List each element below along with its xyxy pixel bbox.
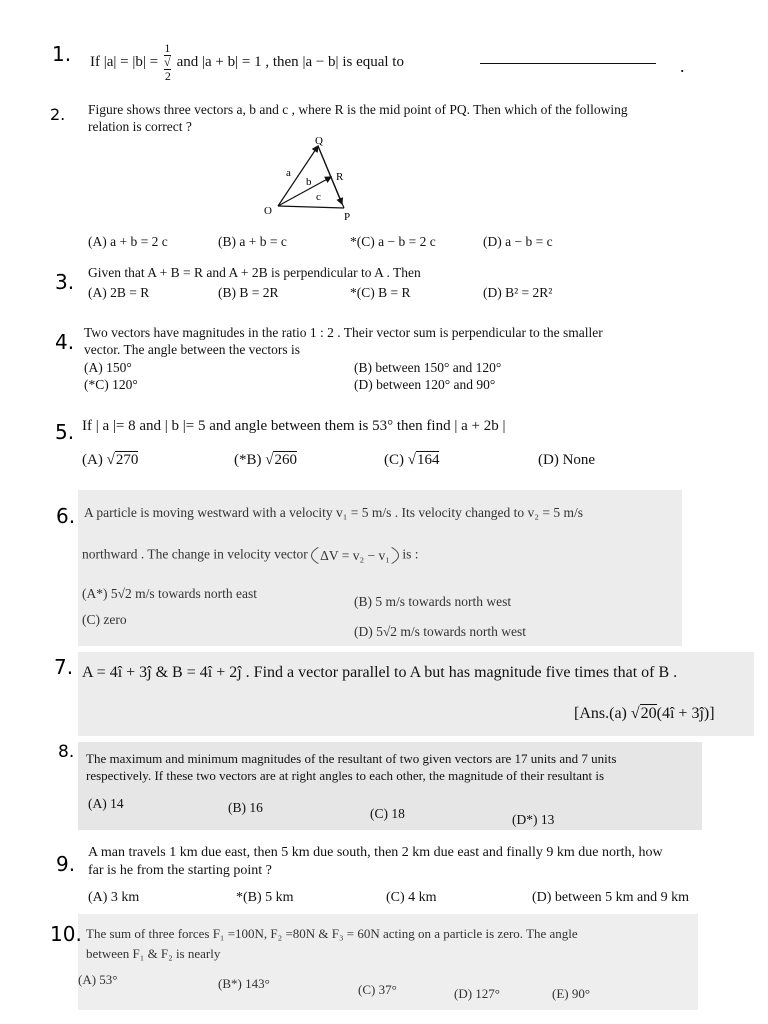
option: (B) 16 (228, 800, 263, 815)
option: (A) 14 (88, 796, 124, 811)
option: (A) a + b = 2 c (88, 234, 168, 249)
label-o: O (264, 205, 272, 217)
option: (C) 18 (370, 806, 405, 821)
question-3: Given that A + B = R and A + 2B is perpendicular to A . Then (88, 265, 421, 280)
option: (A) 53° (78, 972, 118, 987)
option: (B*) 143° (218, 976, 270, 991)
option: (A) 3 km (88, 890, 140, 905)
question-10: The sum of three forces F₁ =100N, F₂ =80N & F₃ = 60N acting on a particle is zero. The angle between F₁ & F₂ is nearly (86, 926, 578, 961)
option-b: (*B) √260 (234, 452, 297, 468)
question-number: 10. (50, 922, 82, 946)
question-number: 5. (55, 420, 75, 444)
option: (C) 37° (358, 982, 397, 997)
question-number: 7. (54, 655, 74, 679)
option: (A*) 5√2 m/s towards north east (82, 586, 258, 601)
delta-v-expression: ΔV = v₂ − v₁ (311, 540, 399, 571)
option: (D*) 13 (512, 812, 555, 827)
question-4: Two vectors have magnitudes in the ratio 1 : 2 . Their vector sum is perpendicular to the smaller vector. The angle between the vectors is (84, 325, 603, 357)
option: (C) zero (82, 612, 127, 627)
label-b: b (306, 176, 312, 188)
fraction: 1 √ 2 (164, 41, 171, 83)
option: (B) B = 2R (218, 285, 279, 300)
question-6-line1: A particle is moving westward with a velocity v₁ = 5 m/s . Its velocity changed to v₂ = 5 m/s (84, 505, 583, 520)
question-number: 4. (55, 330, 75, 354)
option-a: (A) √270 (82, 452, 139, 468)
option: (B) 5 m/s towards north west (354, 594, 512, 609)
option: (E) 90° (552, 986, 591, 1001)
option: *(B) 5 km (236, 890, 294, 905)
question-1: If |a| = |b| = 1 √ 2 and |a + b| = 1 , then |a − b| is equal to (90, 41, 404, 83)
question-2: Figure shows three vectors a, b and c , where R is the mid point of PQ. Then which of the following relation is correct ? (88, 102, 628, 134)
option: (D) between 5 km and 9 km (532, 890, 690, 905)
option: (D) 127° (454, 986, 500, 1001)
option-c: (C) √164 (384, 452, 440, 468)
vector-triangle-figure (258, 134, 368, 226)
label-a: a (286, 167, 291, 179)
label-c: c (316, 191, 321, 203)
option: (*C) 120° (84, 377, 138, 392)
option: (C) 4 km (386, 890, 437, 905)
option-d: (D) None (538, 452, 596, 468)
question-number: 3. (55, 270, 75, 294)
question-number: 8. (58, 742, 75, 762)
option: *(C) B = R (350, 285, 411, 300)
option: (B) a + b = c (218, 234, 287, 249)
option: *(C) a − b = 2 c (350, 234, 436, 249)
option: (D) a − b = c (483, 234, 553, 249)
option: (D) 5√2 m/s towards north west (354, 624, 527, 639)
vector-a-arrow (278, 146, 318, 206)
question-7: A = 4î + 3ĵ & B = 4î + 2ĵ . Find a vector parallel to A but has magnitude five times that of B . (82, 664, 678, 681)
question-number: 1. (52, 42, 72, 66)
option: (D) between 120° and 90° (354, 377, 496, 392)
question-8: The maximum and minimum magnitudes of the resultant of two given vectors are 17 units and 7 units respectively. If these two vectors are at right angles to each other, the magnitude of their resultant is (86, 751, 617, 783)
label-r: R (336, 171, 344, 183)
question-number: 9. (56, 852, 76, 876)
option: (D) B² = 2R² (483, 285, 553, 300)
option: (A) 2B = R (88, 285, 150, 300)
blank-dot: . (680, 56, 685, 76)
option: (A) 150° (84, 360, 132, 375)
vector-c-arrow (278, 177, 331, 206)
question-5: If | a |= 8 and | b |= 5 and angle between them is 53° then find | a + 2b | (82, 418, 506, 434)
side-op (278, 206, 344, 208)
label-p: P (344, 211, 351, 223)
question-6-line2: northward . The change in velocity vector ΔV = v₂ − v₁ is : (82, 540, 419, 571)
label-q: Q (315, 135, 323, 147)
question-number: 2. (50, 105, 66, 124)
answer-blank (480, 63, 656, 64)
option: (B) between 150° and 120° (354, 360, 502, 375)
question-number: 6. (56, 504, 76, 528)
answer-7: [Ans.(a) √20(4î + 3ĵ)] (574, 705, 715, 722)
question-9: A man travels 1 km due east, then 5 km due south, then 2 km due east and finally 9 km due north, how far is he from the starting point ? (88, 845, 663, 878)
